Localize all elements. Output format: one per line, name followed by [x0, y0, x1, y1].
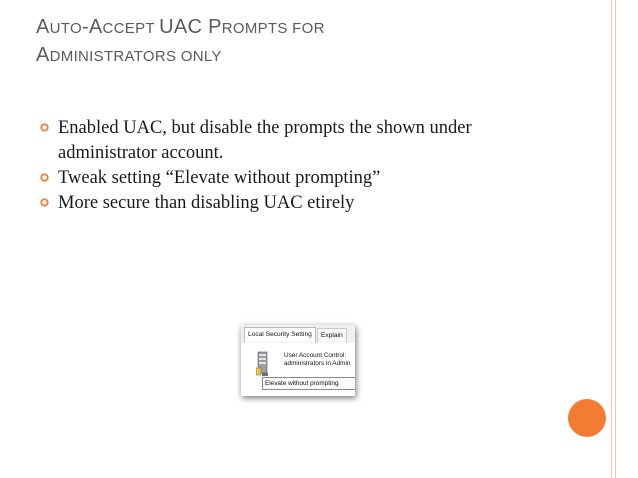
bullet-item	[40, 116, 560, 166]
title-cap: A	[36, 16, 50, 38]
title-line-1	[36, 14, 556, 42]
policy-screenshot	[241, 325, 355, 396]
policy-description-line: User Account Control:	[284, 352, 347, 359]
elevation-behavior-select[interactable]: Elevate without prompting	[262, 377, 355, 390]
title-cap: UAC P	[159, 16, 222, 38]
policy-panel	[241, 343, 355, 396]
bullet-item	[40, 191, 560, 216]
slide-title	[36, 14, 556, 70]
tab-bar	[241, 325, 355, 344]
title-small-caps: UTO	[49, 20, 82, 37]
bullet-item	[40, 166, 560, 191]
decorative-circle	[568, 399, 606, 437]
right-border-line-inner	[615, 0, 616, 478]
circle-ring-icon	[40, 173, 49, 182]
policy-description	[284, 352, 355, 368]
tab-explain[interactable]: Explain	[317, 328, 347, 343]
bullet-text: Tweak setting “Elevate without prompting”	[58, 168, 381, 188]
server-tower-icon	[256, 351, 268, 377]
bullet-list	[40, 116, 560, 216]
title-cap: A	[36, 44, 50, 66]
circle-ring-icon	[40, 123, 49, 132]
circle-ring-icon	[40, 198, 49, 207]
tab-local-security-setting[interactable]: Local Security Setting	[244, 327, 316, 342]
title-cap: -A	[81, 16, 103, 38]
bullet-text: Enabled UAC, but disable the prompts the shown under administrator account.	[58, 118, 472, 163]
right-border-line	[611, 0, 612, 478]
policy-description-line: administrators in Admin	[284, 360, 351, 367]
title-small-caps: CCEPT	[102, 20, 160, 37]
title-line-2	[36, 42, 556, 70]
bullet-text: More secure than disabling UAC etirely	[58, 193, 355, 213]
title-small-caps: ROMPTS FOR	[221, 20, 325, 37]
title-small-caps: DMINISTRATORS ONLY	[49, 48, 222, 65]
